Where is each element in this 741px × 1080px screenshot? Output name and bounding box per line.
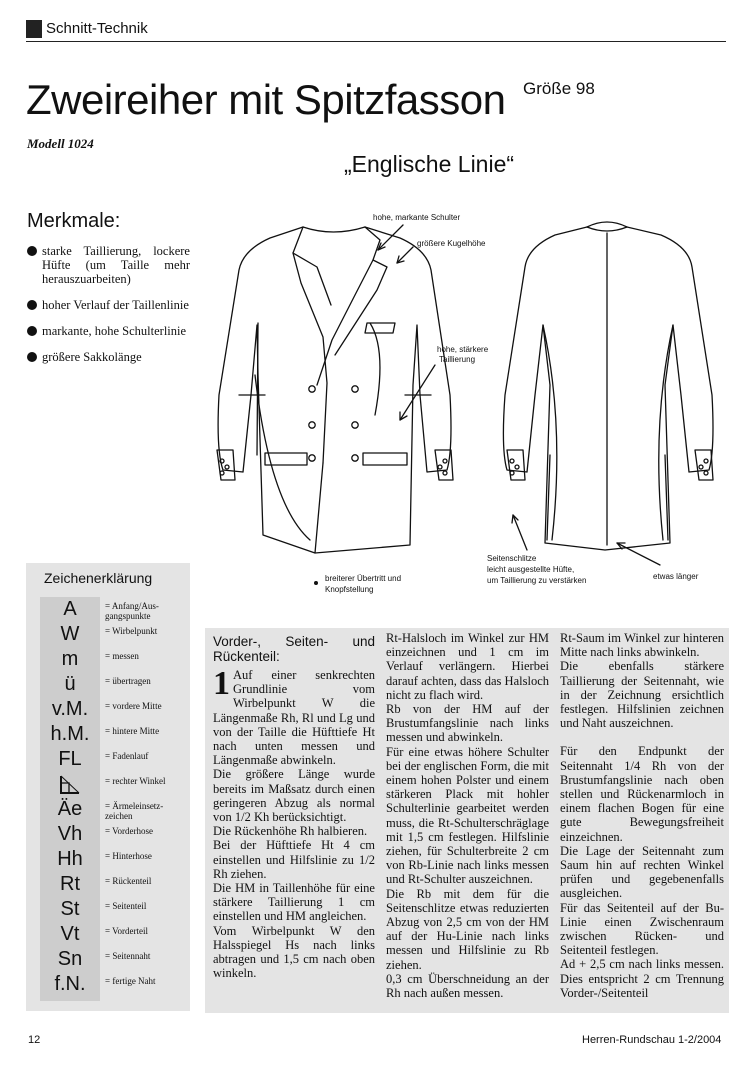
legend-row [40, 822, 190, 847]
article-paragraph: Bei der Hüfttiefe Ht 4 cm einstellen und Hilfslinie zu 1/2 Rh ziehen. [213, 838, 375, 881]
bullet-icon [27, 246, 37, 256]
legend-description: = Vorderhose [105, 826, 153, 836]
header-marker [26, 20, 42, 38]
paragraph-gap [560, 730, 724, 744]
legend-symbol: m [61, 648, 79, 670]
legend-description: = Rückenteil [105, 876, 152, 886]
feature-item [27, 350, 190, 364]
annotation-vent-3: um Taillierung zu verstärken [487, 576, 587, 585]
annotation-overlap-2: Knopfstellung [325, 585, 374, 594]
annotation-vent-1: Seitenschlitze [487, 554, 537, 563]
legend-description: = Wirbelpunkt [105, 626, 158, 636]
legend-description: = fertige Naht [105, 976, 156, 986]
bullet-icon [27, 352, 37, 362]
jacket-illustration [195, 205, 730, 600]
article-paragraph: Ad + 2,5 cm nach links messen. Dies entspricht 2 cm Trennung Vorder-/Seitenteil [560, 957, 724, 1000]
legend-symbol: Rt [60, 873, 80, 895]
legend-title: Zeichenerklärung [44, 570, 153, 586]
legend-row [40, 672, 190, 697]
features-list [27, 244, 190, 376]
article-column-2 [386, 631, 549, 1000]
legend-symbol: Vt [60, 923, 80, 945]
legend-symbol: Hh [57, 848, 83, 870]
legend-symbol: Vh [57, 823, 83, 845]
legend-description: = Vorderteil [105, 926, 148, 936]
legend-symbol: St [60, 898, 80, 920]
article-paragraph: Vom Wirbelpunkt W den Halsspiegel Hs nach links abtragen und 1,5 cm nach oben winkeln. [213, 923, 375, 981]
legend-row [40, 697, 190, 722]
article-paragraph: Die Lage der Seitennaht zum Saum hin auf rechten Winkel prüfen und gegebenenfalls ausgleichen. [560, 843, 724, 901]
legend-description: = messen [105, 651, 139, 661]
legend-symbol: h.M. [50, 723, 90, 745]
drop-cap: 1 [213, 665, 230, 702]
legend-symbol: FL [58, 748, 82, 770]
feature-text: größere Sakkolänge [42, 350, 142, 364]
legend-symbol: f.N. [54, 973, 86, 995]
legend-row [40, 597, 190, 622]
article-box [205, 628, 729, 1013]
legend-row [40, 897, 190, 922]
article-paragraph: Rb von der HM auf der Brustumfangslinie nach links messen und abwinkeln. [386, 702, 549, 745]
legend-row [40, 872, 190, 897]
legend-box [26, 563, 190, 1011]
article-column-3 [560, 631, 724, 1000]
legend-description: = Ärmeleinsetz-zeichen [105, 801, 164, 821]
feature-text: hoher Verlauf der Taillenlinie [42, 298, 189, 312]
article-paragraph: 0,3 cm Überschneidung an der Rh nach außen messen. [386, 971, 549, 1001]
legend-symbol: ü [64, 673, 76, 695]
annotation-sleeve-cap: größere Kugelhöhe [417, 239, 486, 248]
legend-row [40, 747, 190, 772]
annotation-longer: etwas länger [653, 572, 699, 581]
legend-description: = hintere Mitte [105, 726, 160, 736]
legend-description: = Seitennaht [105, 951, 151, 961]
legend-row [40, 622, 190, 647]
article-heading: Vorder-, Seiten- und Rückenteil: [213, 634, 375, 664]
features-heading: Merkmale: [27, 210, 121, 232]
feature-text: starke Taillierung, lockere Hüfte (um Taille mehr herauszuarbeiten) [42, 244, 190, 286]
legend-symbol: Sn [57, 948, 83, 970]
annotation-waist-1: hohe, stärkere [437, 345, 489, 354]
article-paragraph: Die Rb mit dem für die Seitenschlitze etwas reduzierten Abzug von 2,5 cm von der HM auf der Hu-Linie nach links messen und Hilfslinie zu Rb ziehen. [386, 886, 549, 972]
article-column-1 [213, 634, 375, 980]
legend-description: = rechter Winkel [105, 776, 166, 786]
jacket-back-drawing [503, 222, 713, 550]
legend-row [40, 947, 190, 972]
feature-item [27, 244, 190, 286]
article-paragraph: Die HM in Taillenhöhe für eine stärkere Taillierung 1 cm einstellen und HM angleichen. [213, 881, 375, 924]
article-paragraph: Für eine etwas höhere Schulter bei der englischen Form, die mit einem hohen Polster und einem stärkeren Plack mit hohler Schulterlinie gearbeitet werden muss, die Rt-Schulterschräglage mit 1,5 cm festlegen. Hilfslinie ziehen, für Schulterbreite 2 cm von Rb-Linie nach links messen und Rt-Schulter auszeichnen. [386, 744, 549, 887]
legend-description: = Fadenlauf [105, 751, 149, 761]
legend-description: = vordere Mitte [105, 701, 162, 711]
size-label: Größe 98 [523, 79, 595, 98]
legend-description: = Seitenteil [105, 901, 147, 911]
publication-info: Herren-Rundschau 1-2/2004 [582, 1034, 722, 1046]
article-paragraph: Rt-Halsloch im Winkel zur HM einzeichnen und 1 cm im Verlauf verlängern. Hierbei darauf achten, dass das Halsloch nicht zu flach wird. [386, 631, 549, 702]
bullet-icon [27, 326, 37, 336]
legend-description: = Anfang/Aus-gangspunkte [105, 601, 159, 621]
model-label: Modell 1024 [27, 136, 94, 151]
annotation-waist-2: Taillierung [439, 355, 476, 364]
legend-row [40, 972, 190, 997]
annotation-vent-2: leicht ausgestellte Hüfte, [487, 565, 575, 574]
legend-symbol: A [63, 598, 77, 620]
legend-description: = Hinterhose [105, 851, 152, 861]
legend-row [40, 797, 190, 822]
legend-symbol: v.M. [51, 698, 89, 720]
right-angle-icon [58, 774, 82, 796]
subtitle: „Englische Linie“ [344, 151, 515, 177]
article-paragraph: Für das Seitenteil auf der Bu-Linie einen Zwischenraum zwischen Rücken- und Seitenteil festlegen. [560, 900, 724, 958]
legend-row [40, 847, 190, 872]
page-title: Zweireiher mit Spitzfasson [26, 76, 506, 123]
legend-row [40, 772, 190, 797]
legend-description: = übertragen [105, 676, 151, 686]
article-paragraph: Die größere Länge wurde bereits im Maßsatz durch einen geringeren Abzug als normal von 1/2 Kh berücksichtigt. [213, 767, 375, 825]
bullet-icon [27, 300, 37, 310]
page-number: 12 [28, 1034, 41, 1046]
legend-symbol: W [60, 623, 80, 645]
article-paragraph: Die ebenfalls stärkere Taillierung der Seitennaht, wie in der Zeichnung ersichtlich festlegen. Hilfslinien zeichnen und Naht auszeichnen. [560, 659, 724, 731]
article-paragraph: Für den Endpunkt der Seitennaht 1/4 Rh von der Brustumfangslinie nach oben stellen und Rückenarmloch in einem flachen Bogen für eine gute Bewegungsfreiheit einzeichnen. [560, 744, 724, 844]
article-paragraph: Die Rückenhöhe Rh halbieren. [213, 824, 368, 839]
legend-row [40, 922, 190, 947]
legend-row [40, 647, 190, 672]
annotation-shoulder: hohe, markante Schulter [373, 213, 461, 222]
feature-item [27, 324, 190, 338]
legend-row [40, 722, 190, 747]
annotation-overlap-1: breiterer Übertritt und [325, 574, 402, 583]
section-header [26, 19, 726, 42]
article-paragraph: 1 Auf einer senkrechten Grundlinie vom Wirbelpunkt W die Längenmaße Rh, Rl und Lg und von der Taille die Hüfttiefe Ht nach unten messen und Längenmaße abwinkeln. [213, 665, 375, 768]
feature-item [27, 298, 190, 312]
legend-symbol: Äe [57, 798, 83, 820]
section-label: Schnitt-Technik [46, 20, 148, 37]
jacket-front-drawing [217, 227, 453, 553]
feature-text: markante, hohe Schulterlinie [42, 324, 187, 338]
article-paragraph: Rt-Saum im Winkel zur hinteren Mitte nach links abwinkeln. [560, 631, 724, 660]
